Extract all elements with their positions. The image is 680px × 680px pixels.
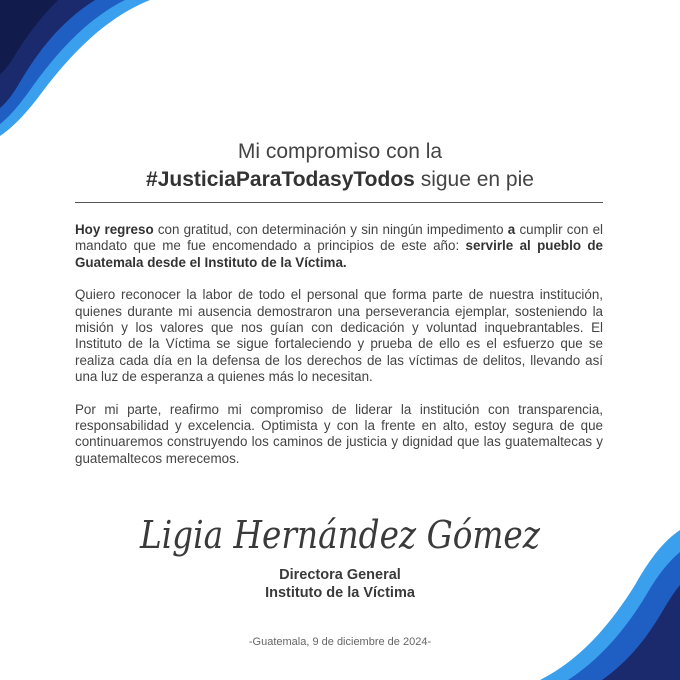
date-line: -Guatemala, 9 de diciembre de 2024- — [248, 636, 432, 648]
role-institution: Instituto de la Víctima — [265, 585, 415, 601]
heading-hashtag: #JusticiaParaTodasyTodos — [146, 168, 415, 191]
p1-bold-a: a — [507, 222, 516, 237]
paragraph-3: Por mi parte, reafirmo mi compromiso de liderar la institución con transparencia, responsabilidad y excelencia. Optimista y con la frente en alto, estoy segura de que continuaremos construyendo los caminos de justicia y dignidad que las guatemaltecas y guatemaltecos merecemos. — [75, 401, 603, 466]
heading-line-1: Mi compromiso con la — [237, 140, 443, 163]
corner-wave-top-left — [0, 0, 150, 140]
p1-bold-start: Hoy regreso — [75, 222, 154, 237]
p1-bold-end: servirle al pueblo de Guatemala desde el Instituto de la Víctima. — [75, 238, 603, 270]
signer-role — [140, 566, 540, 602]
role-title: Directora General — [279, 567, 401, 583]
corner-wave-bottom-right — [540, 530, 680, 680]
paragraph-2: Quiero reconocer la labor de todo el personal que forma parte de nuestra institución, quienes durante mi ausencia demostraron una perseverancia ejemplar, sosteniendo la misión y los valores que nos guían con dedicación y voluntad inquebrantables. El Instituto de la Víctima se sigue fortaleciendo y prueba de ello es el esfuerzo que se realiza cada día en la defensa de los derechos de las víctimas de delitos, llevando así una luz de esperanza a quienes más lo necesitan. — [75, 287, 603, 385]
signature-name: Ligia Hernández Gómez — [139, 513, 541, 557]
heading-divider — [75, 202, 603, 203]
p1-text: con gratitud, con determinación y sin ningún impedimento — [153, 222, 508, 237]
heading-line-2-rest: sigue en pie — [414, 168, 534, 191]
heading — [60, 138, 620, 194]
p1-text-2: cumplir con el mandato que me fue encomendado a principios de este año: — [75, 222, 604, 254]
paragraph-1 — [75, 222, 603, 271]
heading-line-2 — [60, 166, 620, 194]
handwritten-signature — [120, 502, 560, 572]
letter-body — [75, 222, 603, 483]
